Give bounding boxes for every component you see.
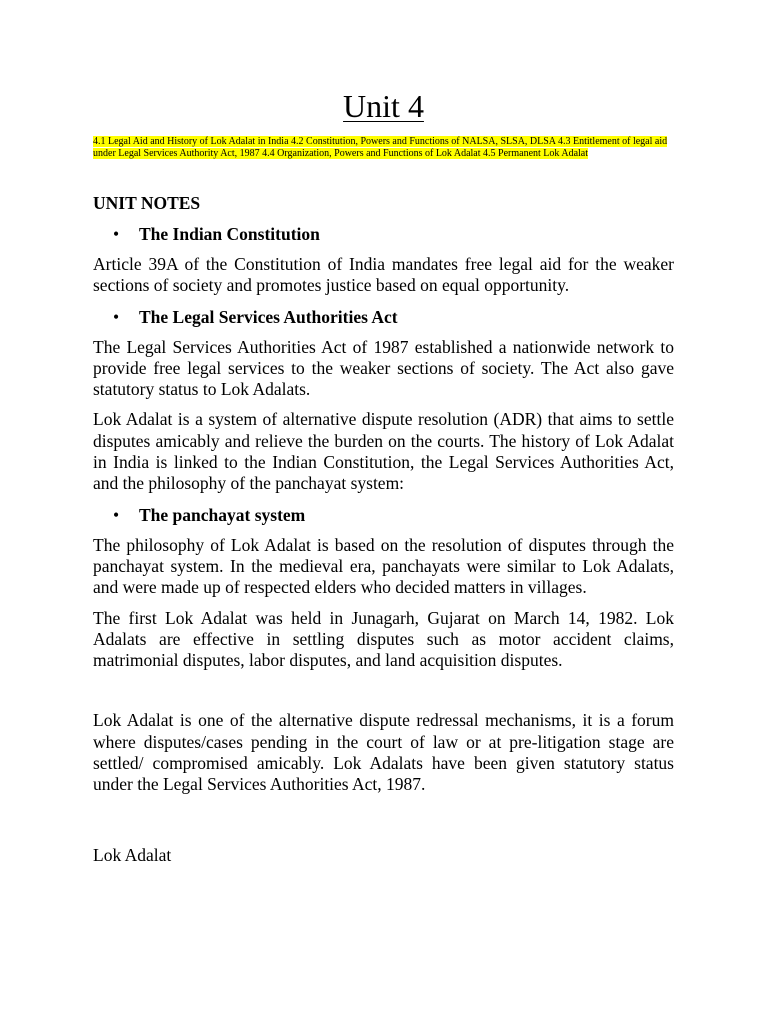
paragraph-lok-adalat-adr: Lok Adalat is a system of alternative dispute resolution (ADR) that aims to settle disputes amicably and relieve the burden on the courts. The history of Lok Adalat in India is linked to the Indian Constitution, the Legal Services Authorities Act, and the philosophy of the panchayat system:: [93, 409, 674, 494]
section-heading: UNIT NOTES: [93, 193, 201, 213]
page-title: Unit 4: [343, 88, 424, 124]
paragraph-lok-adalat-heading: Lok Adalat: [93, 844, 172, 865]
document-body: [93, 192, 674, 875]
spacer: [93, 805, 674, 845]
paragraph-redressal-mechanism: Lok Adalat is one of the alternative dispute redressal mechanisms, it is a forum where disputes/cases pending in the court of law or at pre-litigation stage are settled/ compromised amicably. Lok Adalats have been given statutory status under the Legal Services Authorities Act, 1987.: [93, 710, 674, 795]
bullet-icon: •: [113, 306, 120, 327]
paragraph-article-39a: Article 39A of the Constitution of India mandates free legal aid for the weaker sections of society and promotes justice based on equal opportunity.: [93, 254, 674, 296]
topics-text: 4.1 Legal Aid and History of Lok Adalat in India 4.2 Constitution, Powers and Functions of NALSA, SLSA, DLSA 4.3 Entitlement of legal aid under Legal Services Authority Act, 1987 4.4 Organization, Powers and Functions of Lok Adalat 4.5 Permanent Lok Adalat: [93, 136, 668, 159]
bullet-legal-services-act: [93, 306, 674, 328]
paragraph-act-1987: The Legal Services Authorities Act of 1987 established a nationwide network to provide free legal services to the weaker sections of society. The Act also gave statutory status to Lok Adalats.: [93, 336, 674, 400]
bullet-icon: •: [113, 504, 120, 525]
bullet-icon: •: [113, 224, 120, 244]
bullet-panchayat-system: [93, 504, 674, 526]
bullet-label: The panchayat system: [139, 504, 306, 525]
paragraph-first-lok-adalat: The first Lok Adalat was held in Junagarh, Gujarat on March 14, 1982. Lok Adalats are effective in settling disputes such as motor accident claims, matrimonial disputes, labor disputes, and land acquisition disputes.: [93, 607, 674, 671]
bullet-label: The Legal Services Authorities Act: [139, 306, 398, 327]
spacer: [93, 680, 674, 710]
bullet-indian-constitution: [93, 223, 674, 245]
topics-highlight: [93, 136, 674, 160]
paragraph-panchayat-philosophy: The philosophy of Lok Adalat is based on the resolution of disputes through the panchayat system. In the medieval era, panchayats were similar to Lok Adalats, and were made up of respected elders who decided matters in villages.: [93, 534, 674, 598]
bullet-label: The Indian Constitution: [139, 224, 320, 244]
